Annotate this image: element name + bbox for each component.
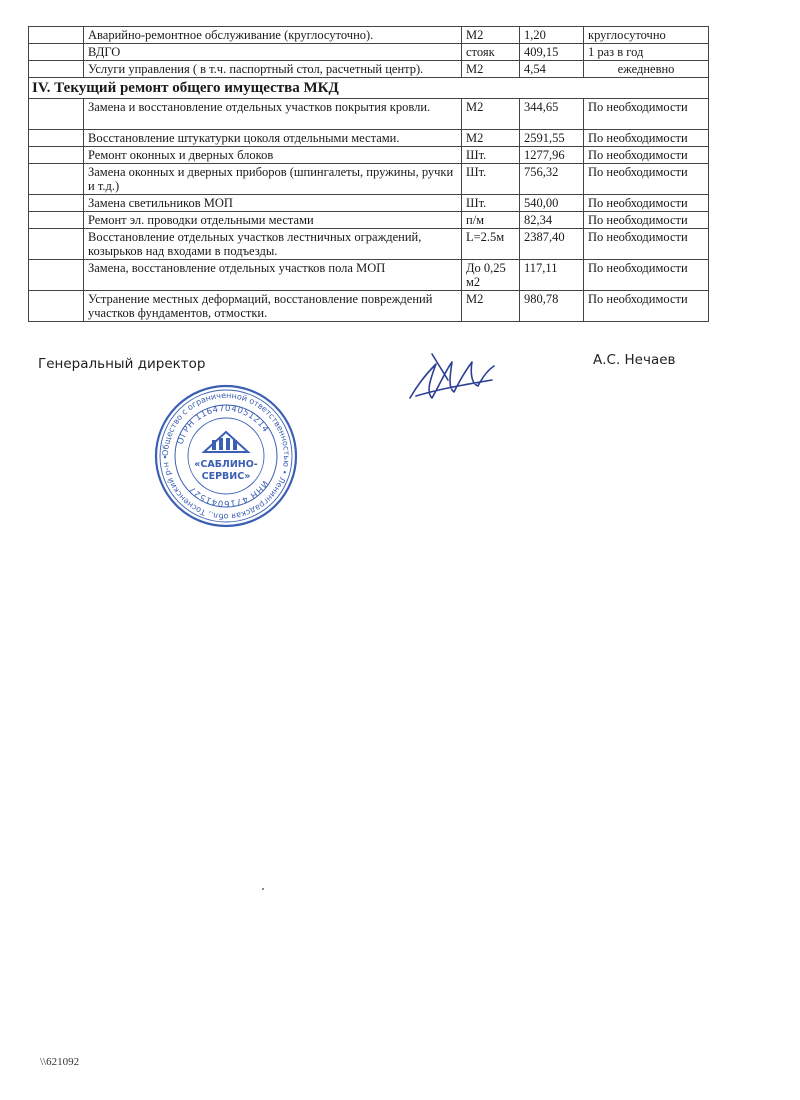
service-name: Замена и восстановление отдельных участков покрытия кровли. xyxy=(84,99,462,130)
table-row xyxy=(29,229,709,260)
service-unit: стояк xyxy=(462,44,520,61)
table-cell-blank xyxy=(29,44,84,61)
service-cost: 344,65 xyxy=(520,99,584,130)
table-row xyxy=(29,130,709,147)
service-unit: М2 xyxy=(462,61,520,78)
service-name: ВДГО xyxy=(84,44,462,61)
handwritten-signature xyxy=(396,340,506,420)
service-unit: Шт. xyxy=(462,164,520,195)
section-title: IV. Текущий ремонт общего имущества МКД xyxy=(29,78,709,99)
service-frequency: 1 раз в год xyxy=(584,44,709,61)
service-cost: 409,15 xyxy=(520,44,584,61)
service-name: Замена светильников МОП xyxy=(84,195,462,212)
seal-inn: ИНН 4716041527 xyxy=(187,478,270,509)
service-frequency: ежедневно xyxy=(584,61,709,78)
service-cost: 117,11 xyxy=(520,260,584,291)
service-name: Услуги управления ( в т.ч. паспортный стол, расчетный центр). xyxy=(84,61,462,78)
service-name: Ремонт оконных и дверных блоков xyxy=(84,147,462,164)
service-frequency: По необходимости xyxy=(584,99,709,130)
service-cost: 82,34 xyxy=(520,212,584,229)
table-cell-blank xyxy=(29,195,84,212)
company-seal xyxy=(152,382,300,530)
table-cell-blank xyxy=(29,164,84,195)
table-row xyxy=(29,195,709,212)
service-unit: п/м xyxy=(462,212,520,229)
document-id: \\621092 xyxy=(40,1056,80,1068)
table-cell-blank xyxy=(29,291,84,322)
service-unit: L=2.5м xyxy=(462,229,520,260)
service-unit: М2 xyxy=(462,130,520,147)
signatory-name: А.С. Нечаев xyxy=(593,352,676,368)
table-row xyxy=(29,291,709,322)
service-cost: 4,54 xyxy=(520,61,584,78)
service-frequency: По необходимости xyxy=(584,195,709,212)
table-row xyxy=(29,61,709,78)
service-name: Восстановление штукатурки цоколя отдельными местами. xyxy=(84,130,462,147)
service-frequency: По необходимости xyxy=(584,147,709,164)
service-frequency: По необходимости xyxy=(584,260,709,291)
service-cost: 980,78 xyxy=(520,291,584,322)
service-cost: 2387,40 xyxy=(520,229,584,260)
service-cost: 756,32 xyxy=(520,164,584,195)
table-cell-blank xyxy=(29,229,84,260)
service-cost: 540,00 xyxy=(520,195,584,212)
table-row xyxy=(29,99,709,130)
service-cost: 2591,55 xyxy=(520,130,584,147)
table-cell-blank xyxy=(29,99,84,130)
table-cell-blank xyxy=(29,61,84,78)
services-table xyxy=(28,26,709,322)
table-row xyxy=(29,260,709,291)
service-unit: До 0,25 м2 xyxy=(462,260,520,291)
service-unit: М2 xyxy=(462,27,520,44)
table-cell-blank xyxy=(29,212,84,229)
service-cost: 1277,96 xyxy=(520,147,584,164)
table-cell-blank xyxy=(29,27,84,44)
table-row xyxy=(29,27,709,44)
scan-speck xyxy=(262,888,264,890)
table-cell-blank xyxy=(29,260,84,291)
building-icon xyxy=(204,432,248,452)
seal-outer-text: Общество с ограниченной ответственностью • Ленинградская обл., Тосненский р-н • xyxy=(160,390,292,522)
table-cell-blank xyxy=(29,130,84,147)
section-header-row xyxy=(29,78,709,99)
table-cell-blank xyxy=(29,147,84,164)
table-row xyxy=(29,212,709,229)
service-frequency: По необходимости xyxy=(584,164,709,195)
seal-company-line1: «САБЛИНО- xyxy=(194,459,258,470)
service-unit: Шт. xyxy=(462,195,520,212)
seal-company-line2: СЕРВИС» xyxy=(201,471,251,482)
signatory-title: Генеральный директор xyxy=(38,356,206,372)
service-name: Замена, восстановление отдельных участков пола МОП xyxy=(84,260,462,291)
service-frequency: По необходимости xyxy=(584,291,709,322)
service-unit: М2 xyxy=(462,291,520,322)
service-frequency: По необходимости xyxy=(584,130,709,147)
service-cost: 1,20 xyxy=(520,27,584,44)
service-unit: Шт. xyxy=(462,147,520,164)
service-frequency: круглосуточно xyxy=(584,27,709,44)
service-name: Аварийно-ремонтное обслуживание (круглосуточно). xyxy=(84,27,462,44)
service-name: Ремонт эл. проводки отдельными местами xyxy=(84,212,462,229)
service-name: Восстановление отдельных участков лестничных ограждений, козырьков над входами в подъезды. xyxy=(84,229,462,260)
table-row xyxy=(29,44,709,61)
service-unit: М2 xyxy=(462,99,520,130)
service-name: Устранение местных деформаций, восстановление повреждений участков фундаментов, отмостки. xyxy=(84,291,462,322)
table-row xyxy=(29,164,709,195)
seal-ogrn: ОГРН 1164704051214 xyxy=(175,403,271,446)
table-row xyxy=(29,147,709,164)
service-frequency: По необходимости xyxy=(584,229,709,260)
service-frequency: По необходимости xyxy=(584,212,709,229)
service-name: Замена оконных и дверных приборов (шпингалеты, пружины, ручки и т.д.) xyxy=(84,164,462,195)
